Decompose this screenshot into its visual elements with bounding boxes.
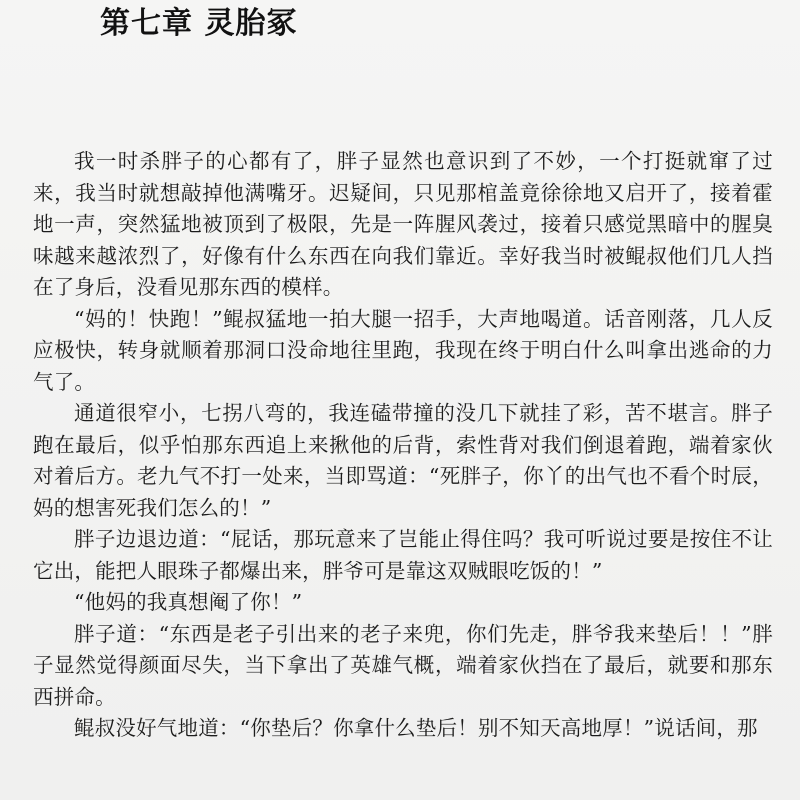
- paragraph: “妈的！快跑！”鲲叔猛地一拍大腿一招手，大声地喝道。话音刚落，几人反应极快，转身就顺着那洞口没命地往里跑，我现在终于明白什么叫拿出逃命的力气了。: [33, 306, 773, 394]
- paragraph: 鲲叔没好气地道：“你垫后？你拿什么垫后！别不知天高地厚！”说话间，那: [74, 716, 758, 740]
- chapter-title: 第七章 灵胎冢: [100, 6, 298, 41]
- paragraph: 通道很窄小，七拐八弯的，我连磕带撞的没几下就挂了彩，苦不堪言。胖子跑在最后，似乎怕那东西追上来揪他的后背，索性背对我们倒退着跑，端着家伙对着后方。老九气不打一处来，当即骂道：“死胖子，你丫的出气也不看个时辰，妈的想害死我们怎么的！”: [33, 401, 773, 520]
- paragraph: 胖子道：“东西是老子引出来的老子来兜，你们先走，胖爷我来垫后！！”胖子显然觉得颜面尽失，当下拿出了英雄气概，端着家伙挡在了最后，就要和那东西拼命。: [33, 621, 773, 709]
- body-text: [33, 146, 773, 745]
- paragraph: 我一时杀胖子的心都有了，胖子显然也意识到了不妙，一个打挺就窜了过来，我当时就想敲掉他满嘴牙。迟疑间，只见那棺盖竟徐徐地又启开了，接着霍地一声，突然猛地被顶到了极限，先是一阵腥风袭过，接着只感觉黑暗中的腥臭味越来越浓烈了，好像有什么东西在向我们靠近。幸好我当时被鲲叔他们几人挡在了身后，没看见那东西的模样。: [33, 149, 773, 299]
- paragraph: 胖子边退边道：“屁话，那玩意来了岂能止得住吗？我可听说过要是按住不让它出，能把人眼珠子都爆出来，胖爷可是靠这双贼眼吃饭的！”: [33, 527, 773, 583]
- paragraph: “他妈的我真想阉了你！”: [74, 590, 303, 614]
